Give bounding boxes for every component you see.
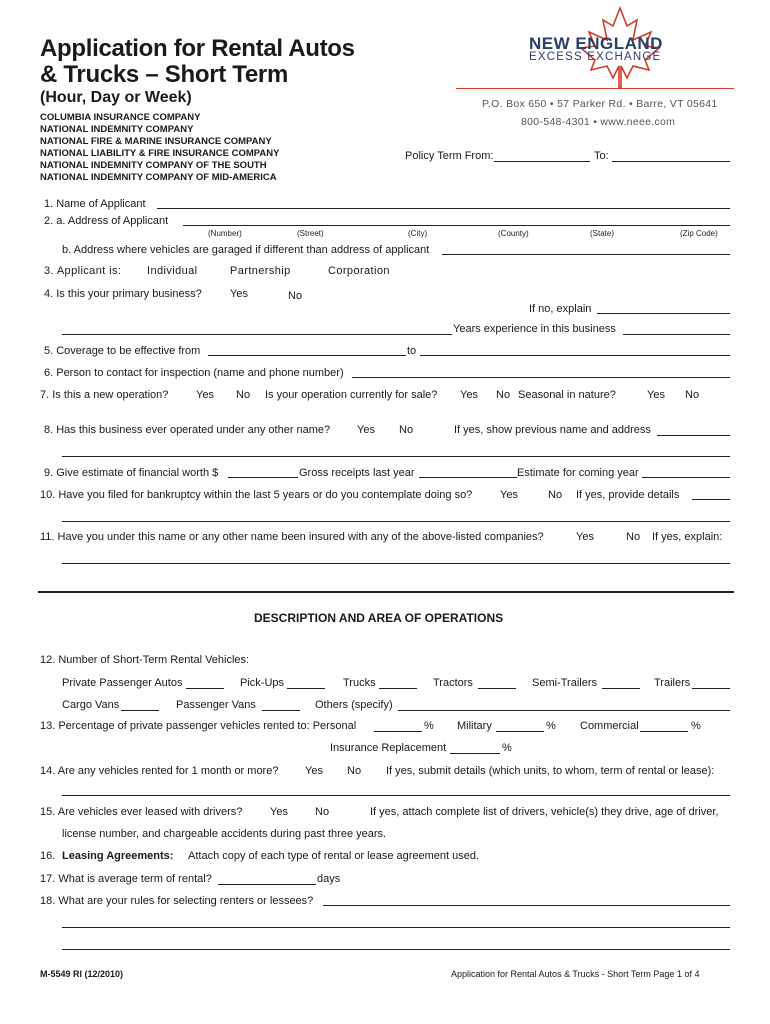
q4-explain-field-2[interactable] (62, 334, 452, 335)
q11-explain-label: If yes, explain: (652, 531, 723, 543)
q10-details-field[interactable] (692, 499, 730, 500)
q17-label: 17. What is average term of rental? (40, 873, 212, 885)
gross-receipts-field[interactable] (419, 477, 517, 478)
vehicle-trucks-field[interactable] (379, 688, 417, 689)
option-partnership[interactable]: Partnership (230, 265, 291, 277)
q11-no[interactable]: No (626, 531, 641, 543)
q14-label: 14. Are any vehicles rented for 1 month or more? (40, 765, 279, 777)
q13-label: 13. Percentage of private passenger vehicles rented to: Personal (40, 720, 357, 732)
logo-text-main: NEW ENGLAND (529, 34, 663, 53)
q7-seasonal-no[interactable]: No (685, 389, 700, 401)
coverage-to-field[interactable] (420, 355, 730, 356)
q9-label: 9. Give estimate of financial worth $ (44, 467, 219, 479)
company-name: NATIONAL FIRE & MARINE INSURANCE COMPANY (40, 136, 272, 147)
vehicle-semi-trailers-label: Semi-Trailers (532, 677, 597, 689)
coverage-from-field[interactable] (208, 355, 406, 356)
q10-yes[interactable]: Yes (500, 489, 518, 501)
q8-prev-field-2[interactable] (62, 456, 730, 457)
q10-no[interactable]: No (548, 489, 563, 501)
years-experience-label: Years experience in this business (453, 323, 616, 335)
company-name: NATIONAL INDEMNITY COMPANY (40, 124, 194, 135)
q7-sale-yes[interactable]: Yes (460, 389, 478, 401)
pct-military-label: Military (457, 720, 492, 732)
sublabel-zip: (Zip Code) (680, 229, 718, 238)
pct-military-sign: % (546, 720, 556, 732)
policy-term-from-field[interactable] (494, 161, 590, 162)
q16-bold-label: Leasing Agreements: (62, 850, 174, 862)
policy-term-to-field[interactable] (612, 161, 730, 162)
pct-commercial-label: Commercial (580, 720, 639, 732)
q4-no[interactable]: No (288, 290, 303, 302)
average-term-field[interactable] (218, 884, 316, 885)
q2b-label: b. Address where vehicles are garaged if different than address of applicant (62, 244, 430, 256)
form-subtitle: (Hour, Day or Week) (40, 89, 192, 106)
q1-label: 1. Name of Applicant (44, 198, 146, 210)
vehicle-passenger-vans-label: Passenger Vans (176, 699, 256, 711)
q8-yes[interactable]: Yes (357, 424, 375, 436)
q8-no[interactable]: No (399, 424, 414, 436)
q7-yes[interactable]: Yes (196, 389, 214, 401)
sublabel-state: (State) (590, 229, 615, 238)
vehicle-cargo-vans-field[interactable] (121, 710, 159, 711)
section-title: DESCRIPTION AND AREA OF OPERATIONS (254, 611, 504, 625)
sublabel-number: (Number) (208, 229, 242, 238)
company-name: COLUMBIA INSURANCE COMPANY (40, 112, 201, 123)
option-individual[interactable]: Individual (147, 265, 198, 277)
vehicle-cargo-vans-label: Cargo Vans (62, 699, 120, 711)
renter-rules-field-2[interactable] (62, 927, 730, 928)
q12-label: 12. Number of Short-Term Rental Vehicles: (40, 654, 250, 666)
q18-label: 18. What are your rules for selecting renters or lessees? (40, 895, 314, 907)
q4-yes[interactable]: Yes (230, 288, 248, 300)
q17-days: days (317, 873, 341, 885)
renter-rules-field[interactable] (323, 905, 730, 906)
q9-gross-label: Gross receipts last year (299, 467, 415, 479)
vehicle-semi-trailers-field[interactable] (602, 688, 640, 689)
q11-yes[interactable]: Yes (576, 531, 594, 543)
q8-prev-label: If yes, show previous name and address (454, 424, 651, 436)
q3-label: 3. Applicant is: (44, 265, 122, 277)
q14-yes[interactable]: Yes (305, 765, 323, 777)
pct-insurance-label: Insurance Replacement (330, 742, 447, 754)
applicant-address-field[interactable] (183, 225, 730, 226)
company-name: NATIONAL INDEMNITY COMPANY OF THE SOUTH (40, 160, 267, 171)
q7-sale-label: Is your operation currently for sale? (265, 389, 438, 401)
vehicle-trailers-label: Trailers (654, 677, 691, 689)
renter-rules-field-3[interactable] (62, 949, 730, 950)
q6-label: 6. Person to contact for inspection (name and phone number) (44, 367, 344, 379)
logo-divider (456, 88, 734, 89)
vehicle-passenger-vans-field[interactable] (262, 710, 300, 711)
q5-to-label: to (407, 345, 417, 357)
q11-label: 11. Have you under this name or any other name been insured with any of the above-listed companies? (40, 531, 544, 543)
vehicle-others-field[interactable] (398, 710, 730, 711)
vehicle-pickups-field[interactable] (287, 688, 325, 689)
estimate-coming-year-field[interactable] (642, 477, 730, 478)
company-address: P.O. Box 650 • 57 Parker Rd. • Barre, VT 05641 (482, 98, 718, 110)
q14-details-label: If yes, submit details (which units, to whom, term of rental or lease): (386, 765, 715, 777)
vehicle-tractors-label: Tractors (433, 677, 473, 689)
q8-label: 8. Has this business ever operated under any other name? (44, 424, 331, 436)
sublabel-street: (Street) (297, 229, 324, 238)
company-list (40, 112, 279, 184)
q7-seasonal-label: Seasonal in nature? (518, 389, 616, 401)
q7-label: 7. Is this a new operation? (40, 389, 169, 401)
q5-label: 5. Coverage to be effective from (44, 345, 201, 357)
q7-sale-no[interactable]: No (496, 389, 511, 401)
form-title-line1: Application for Rental Autos (40, 35, 355, 62)
section-divider (38, 591, 734, 593)
inspection-contact-field[interactable] (352, 377, 730, 378)
company-contact: 800-548-4301 • www.neee.com (521, 116, 676, 128)
q16-text: Attach copy of each type of rental or lease agreement used. (188, 850, 480, 862)
q4-explain-field[interactable] (597, 313, 730, 314)
pct-military-field[interactable] (496, 731, 544, 732)
years-experience-field[interactable] (623, 334, 730, 335)
form-title-line2: & Trucks – Short Term (40, 61, 288, 88)
q10-label: 10. Have you filed for bankruptcy within the last 5 years or do you contemplate doing so? (40, 489, 473, 501)
vehicle-private-passenger-field[interactable] (186, 688, 224, 689)
pct-commercial-sign: % (691, 720, 701, 732)
q7-seasonal-yes[interactable]: Yes (647, 389, 665, 401)
financial-worth-field[interactable] (228, 477, 298, 478)
page-footer: Application for Rental Autos & Trucks - Short Term Page 1 of 4 (451, 969, 700, 979)
policy-term-from-label: Policy Term From: (405, 150, 494, 162)
policy-term-to-label: To: (594, 150, 609, 162)
q16-number: 16. (40, 850, 56, 862)
q10-details-label: If yes, provide details (576, 489, 680, 501)
q14-no[interactable]: No (347, 765, 362, 777)
q9-est-label: Estimate for coming year (517, 467, 639, 479)
vehicle-trailers-field[interactable] (692, 688, 730, 689)
vehicle-others-label: Others (specify) (315, 699, 393, 711)
q15-attach-label: If yes, attach complete list of drivers, vehicle(s) they drive, age of driver, (370, 806, 719, 818)
pct-personal-sign: % (424, 720, 434, 732)
q15-no[interactable]: No (315, 806, 330, 818)
pct-insurance-sign: % (502, 742, 512, 754)
form-number: M-5549 RI (12/2010) (40, 969, 124, 979)
company-name: NATIONAL INDEMNITY COMPANY OF MID-AMERICA (40, 172, 277, 183)
q7-no[interactable]: No (236, 389, 251, 401)
pct-commercial-field[interactable] (640, 731, 688, 732)
pct-personal-field[interactable] (374, 731, 422, 732)
sublabel-city: (City) (408, 229, 428, 238)
q2a-label: 2. a. Address of Applicant (44, 215, 169, 227)
q10-details-field-2[interactable] (62, 521, 730, 522)
q11-explain-field[interactable] (62, 563, 730, 564)
vehicle-pickups-label: Pick-Ups (240, 677, 285, 689)
vehicle-trucks-label: Trucks (343, 677, 376, 689)
q15-yes[interactable]: Yes (270, 806, 288, 818)
pct-insurance-field[interactable] (450, 753, 500, 754)
applicant-name-field[interactable] (157, 208, 730, 209)
sublabel-county: (County) (498, 229, 529, 238)
q15-attach-cont: license number, and chargeable accidents during past three years. (62, 828, 387, 840)
logo-text-sub: EXCESS EXCHANGE (529, 51, 662, 63)
q4-label: 4. Is this your primary business? (44, 288, 202, 300)
company-name: NATIONAL LIABILITY & FIRE INSURANCE COMPANY (40, 148, 280, 159)
vehicle-private-passenger-label: Private Passenger Autos (62, 677, 183, 689)
vehicle-tractors-field[interactable] (478, 688, 516, 689)
q15-label: 15. Are vehicles ever leased with drivers? (40, 806, 243, 818)
q4-explain-label: If no, explain (529, 303, 592, 315)
garage-address-field[interactable] (442, 254, 730, 255)
q14-details-field[interactable] (62, 795, 730, 796)
q8-prev-field[interactable] (657, 435, 730, 436)
option-corporation[interactable]: Corporation (328, 265, 390, 277)
